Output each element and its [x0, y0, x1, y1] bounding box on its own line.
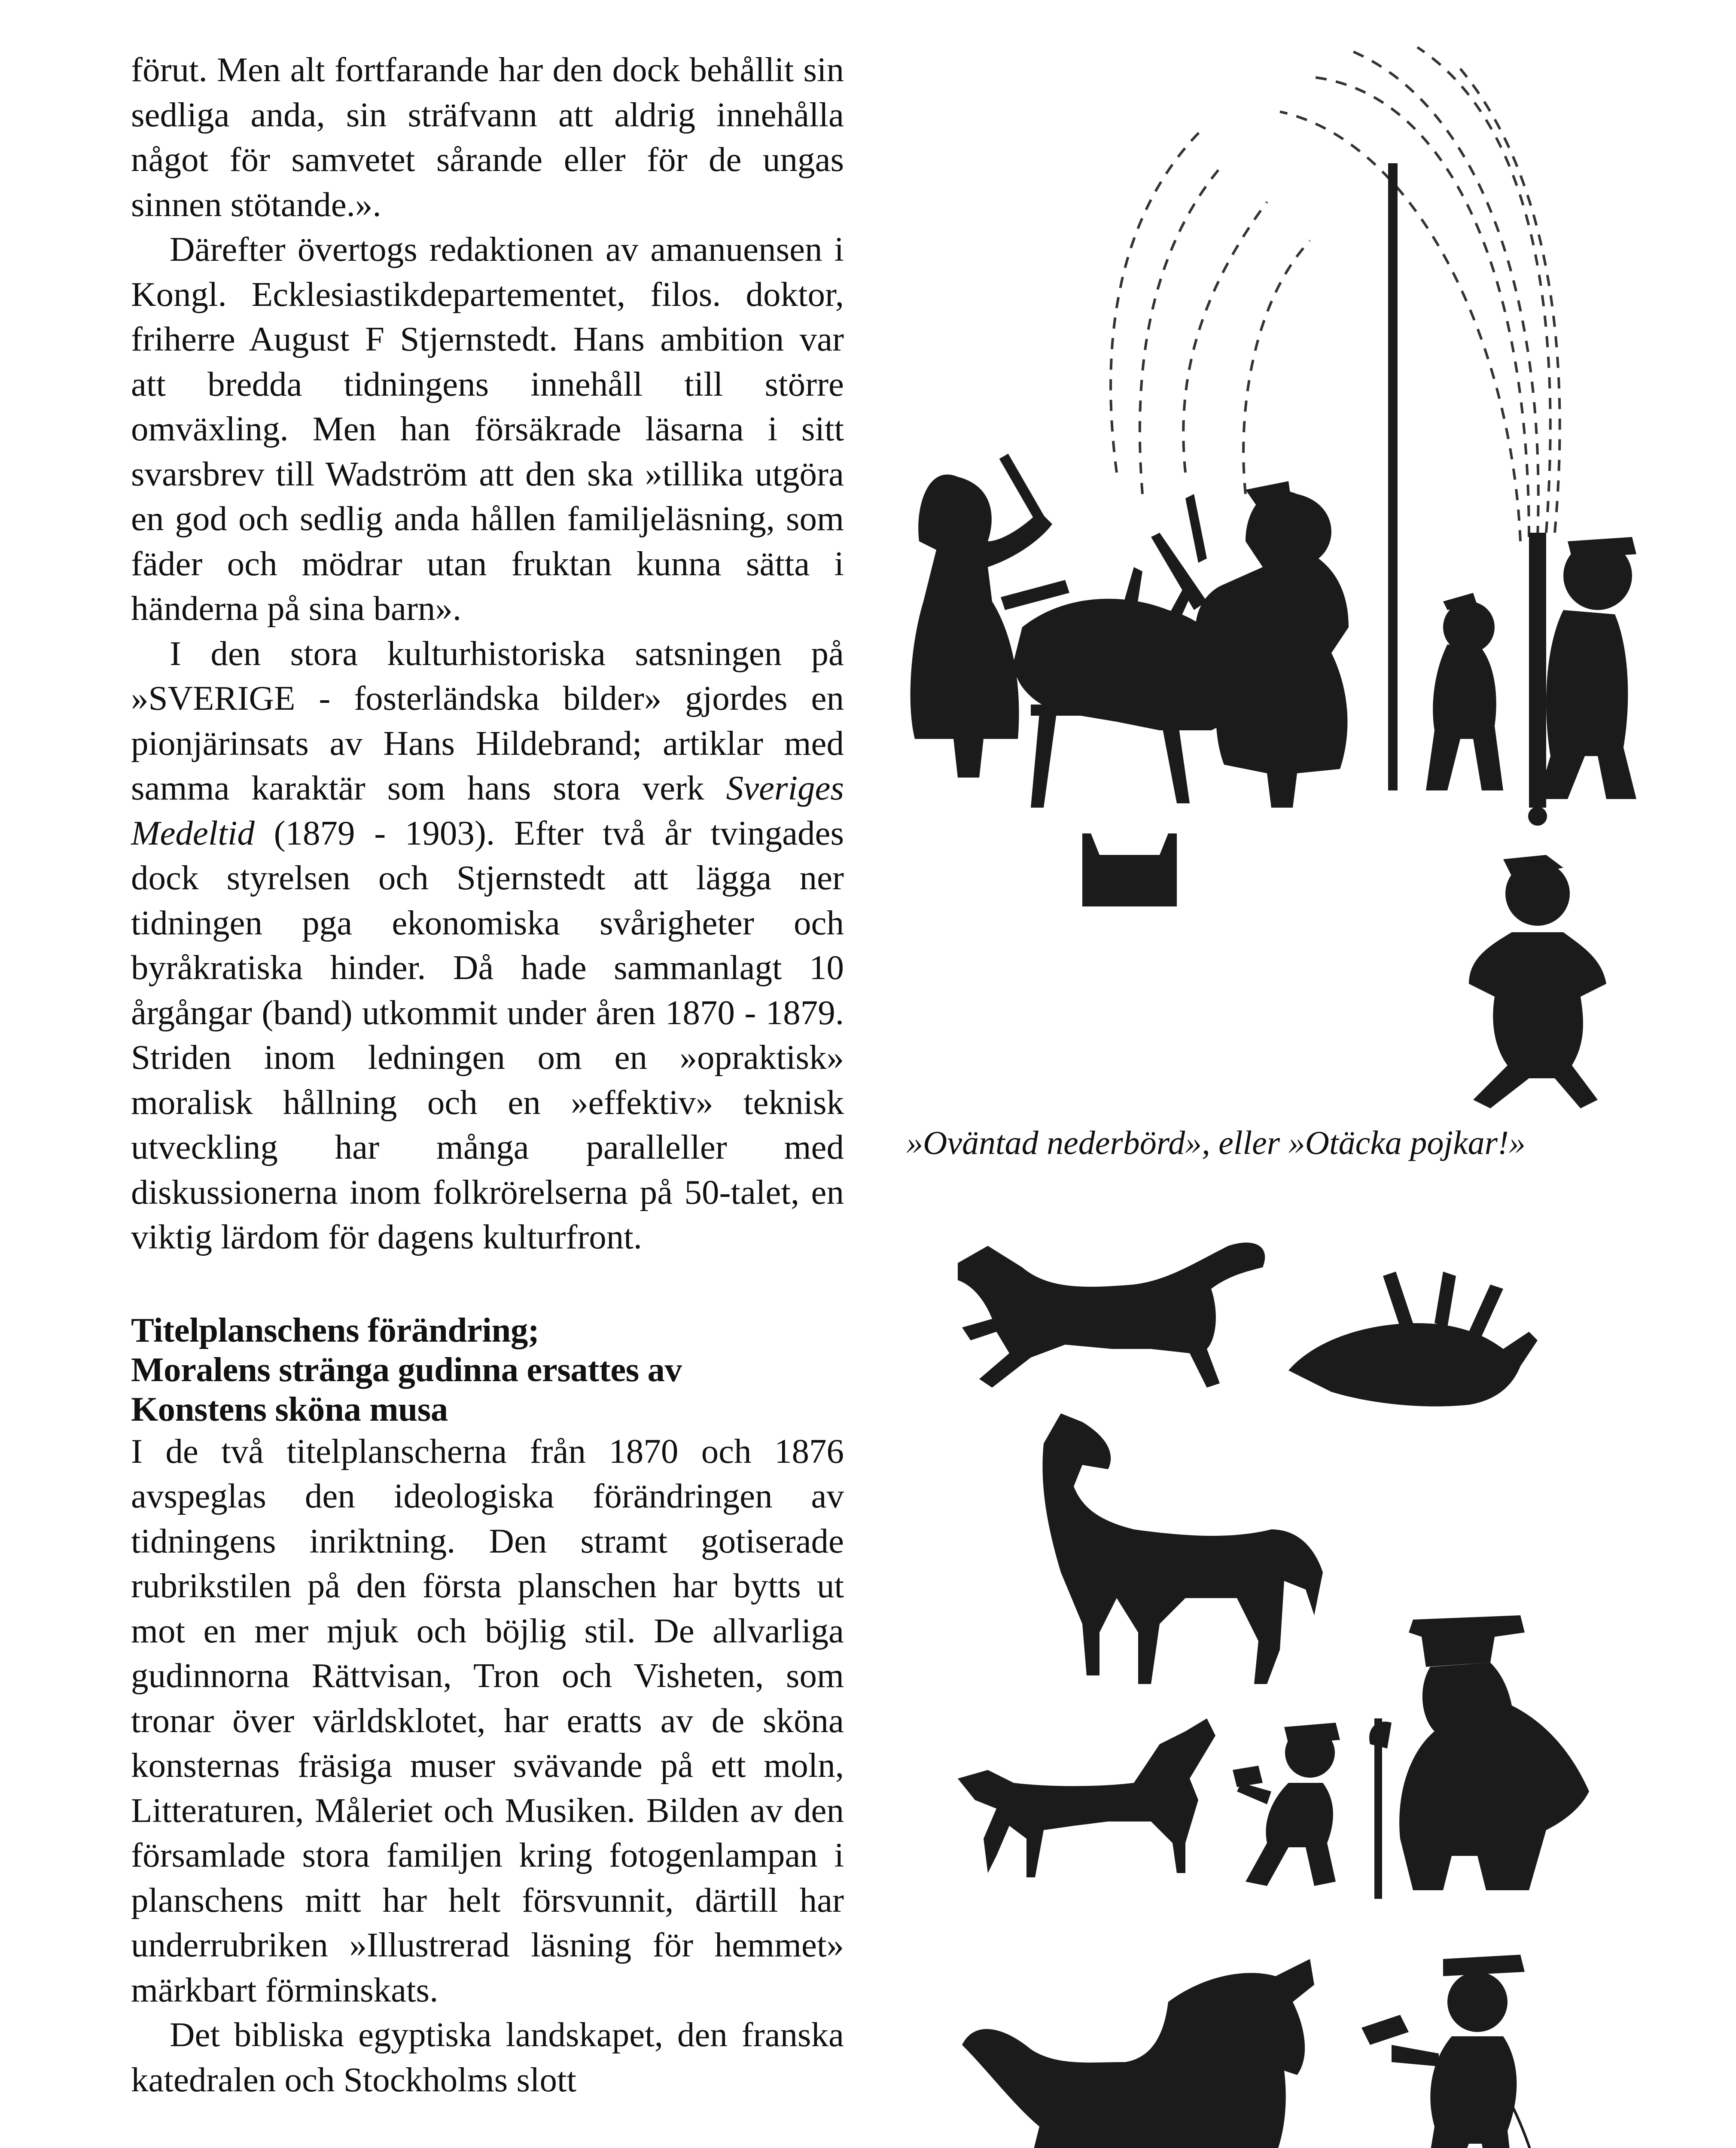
rolling-horse-silhouette	[1288, 1272, 1538, 1407]
paragraph-3-text-a: I den stora kulturhistoriska satsningen på »SVERIGE - fosterländska bilder» gjordes en pionjärinsats av Hans Hildebrand; artiklar med samma karaktär som hans stora verk	[131, 634, 844, 807]
boy-with-hose-silhouette	[1528, 533, 1636, 826]
child-with-bread-silhouette	[1233, 1723, 1340, 1886]
rearing-horse-silhouette	[962, 1959, 1314, 2148]
paragraph-4: I de två titelplanscherna från 1870 och 1876 avspeglas den ideologiska förändringen av tidningens inriktning. Den stramt gotiserade rubrikstilen på den första planschen har bytts ut mot en mer mjuk och böjlig stil. De allvarliga gudinnorna Rättvisan, Tron och Visheten, som tronar över världsklotet, har eratts av de sköna konsternas fräsiga muser svävande på ett moln, Litteraturen, Måleriet och Musiken. Bilden av den församlade stora familjen kring fotogenlampan i planschens mitt har helt försvunnit, därtill har underrubriken »Illustrerad läsning för hemmet» märkbart förminskats.	[131, 1431, 844, 2009]
trotting-pony-silhouette	[958, 1718, 1215, 1877]
paragraph-1: förut. Men alt fortfarande har den dock behållit sin sedliga anda, sin sträfvann att aldrig innehålla något för samvetet sårande eller för de ungas sinnen stötande.».	[131, 50, 844, 224]
boy-with-whip-silhouette	[1361, 1955, 1525, 2148]
whip-silhouette	[1512, 2105, 1546, 2148]
bucket-silhouette	[1082, 833, 1177, 906]
small-boy-silhouette	[1426, 593, 1503, 790]
paragraph-3-text-b: (1879 - 1903). Efter två år tvingades dock styrelsen och Stjernstedt att lägga ner tidningen pga ekonomiska svårigheter och byråkratiska hinder. Då hade sammanlagt 10 årgångar (band) utkommit under åren 1870 - 1879. Striden inom ledningen om en »opraktisk» moralisk hållning och en »effektiv» teknisk utveckling har många paralleller med diskussionerna inom folkrörelserna på 50-talet, en viktig lärdom för dagens kulturfront.	[131, 813, 844, 1256]
section-heading-line-3: Konstens sköna musa	[131, 1389, 448, 1428]
book-title-italic: Sveriges Medeltid	[131, 769, 844, 852]
illustration-caption-top: »Oväntad nederbörd», eller »Otäcka pojkar!»	[906, 1124, 1526, 1161]
section-heading-line-2: Moralens stränga gudinna ersattes av	[131, 1350, 682, 1389]
paragraph-2: Därefter övertogs redaktionen av amanuensen i Kongl. Ecklesiastikdepartementet, filos. doktor, friherre August F Stjernstedt. Hans ambition var att bredda tidningens innehåll till större omväxling. Men han försäkrade läsarna i sitt svarsbrev till Wadström att den ska »tillika utgöra en god och sedlig anda hållen familjeläsning, som fäder och mödrar utan fruktan kunna sätta i händerna på sina barn».	[131, 230, 844, 628]
man-with-pipe-silhouette	[1369, 1615, 1589, 1899]
paragraph-5: Det bibliska egyptiska landskapet, den franska katedralen och Stockholms slott	[131, 2015, 844, 2099]
boy-hands-on-hips-silhouette	[1469, 855, 1606, 1108]
standing-horse-silhouette	[1042, 1413, 1323, 1684]
water-spray-illustration	[1111, 47, 1560, 541]
section-heading-line-1: Titelplanschens förändring;	[131, 1310, 539, 1349]
galloping-horse-silhouette	[958, 1242, 1265, 1388]
pole-silhouette	[1388, 163, 1398, 790]
